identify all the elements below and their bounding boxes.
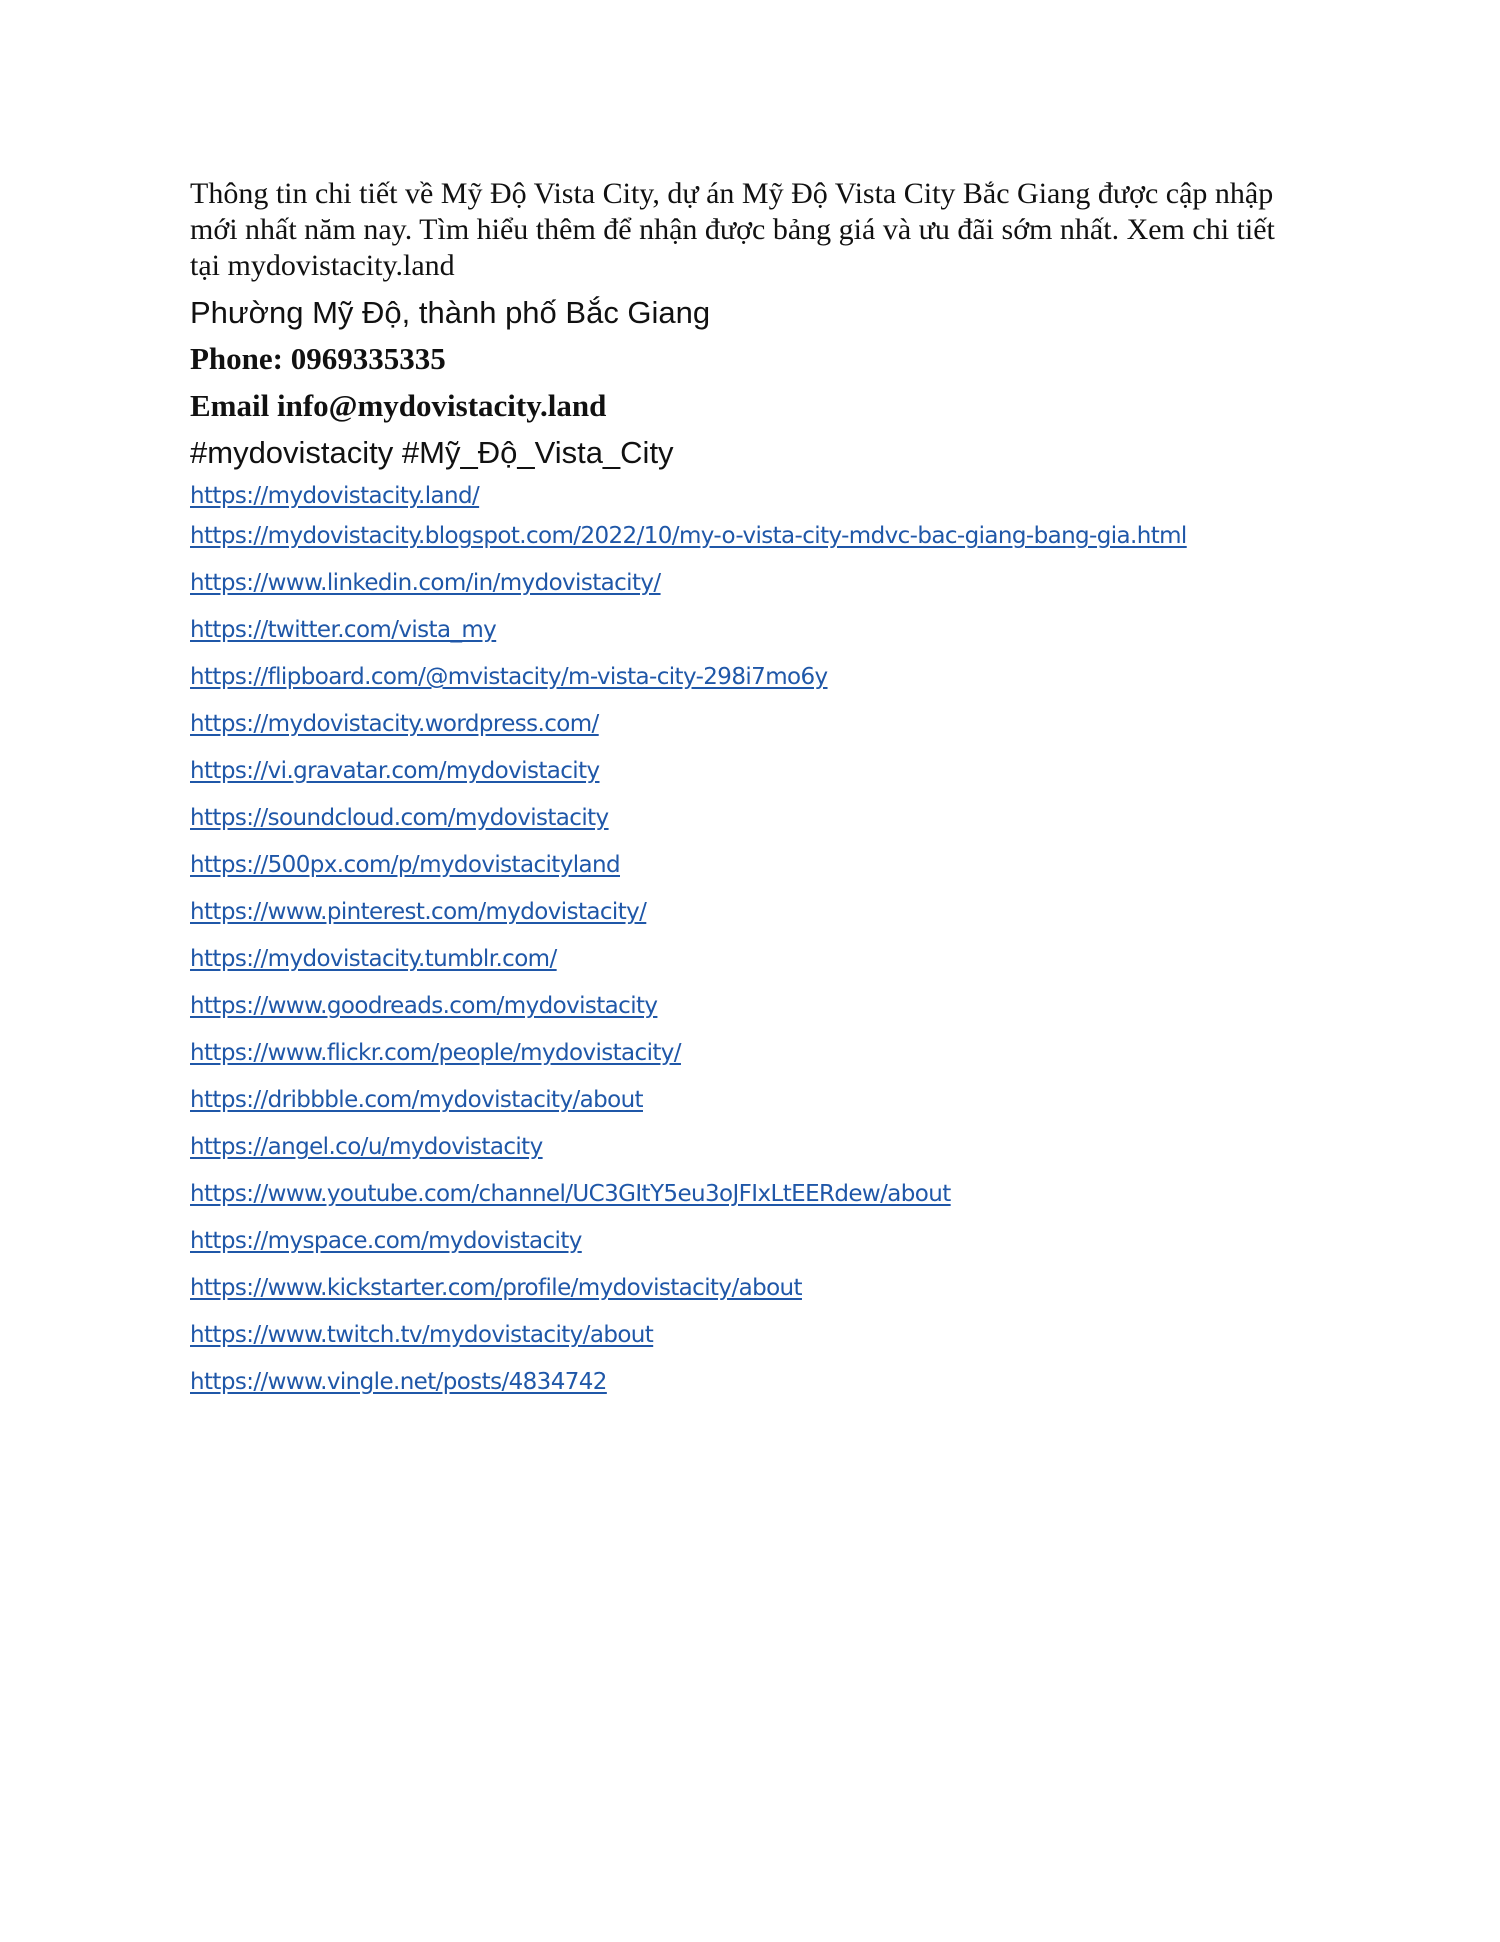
list-item bbox=[190, 1368, 1330, 1396]
list-item bbox=[190, 1039, 1330, 1067]
link-goodreads[interactable]: https://www.goodreads.com/mydovistacity bbox=[190, 993, 658, 1019]
email-line: Email info@mydovistacity.land bbox=[190, 388, 607, 423]
link-dribbble[interactable]: https://dribbble.com/mydovistacity/about bbox=[190, 1087, 643, 1113]
link-angel[interactable]: https://angel.co/u/mydovistacity bbox=[190, 1134, 543, 1160]
link-mydovistacity-land[interactable]: https://mydovistacity.land/ bbox=[190, 483, 480, 509]
list-item bbox=[190, 1227, 1330, 1255]
link-flipboard[interactable]: https://flipboard.com/@mvistacity/m-vista-city-298i7mo6y bbox=[190, 664, 828, 690]
list-item bbox=[190, 992, 1330, 1020]
list-item bbox=[190, 1274, 1330, 1302]
intro-paragraph: Thông tin chi tiết về Mỹ Độ Vista City, dự án Mỹ Độ Vista City Bắc Giang được cập nhập mới nhất năm nay. Tìm hiểu thêm để nhận được bảng giá và ưu đãi sớm nhất. Xem chi tiết tại mydovistacity.land bbox=[190, 177, 1275, 282]
address-line: Phường Mỹ Độ, thành phố Bắc Giang bbox=[190, 295, 711, 330]
link-wordpress[interactable]: https://mydovistacity.wordpress.com/ bbox=[190, 711, 599, 737]
link-pinterest[interactable]: https://www.pinterest.com/mydovistacity/ bbox=[190, 899, 647, 925]
link-linkedin[interactable]: https://www.linkedin.com/in/mydovistacity/ bbox=[190, 570, 661, 596]
list-item bbox=[190, 522, 1330, 550]
link-youtube[interactable]: https://www.youtube.com/channel/UC3GItY5eu3oJFIxLtEERdew/about bbox=[190, 1181, 951, 1207]
list-item bbox=[190, 757, 1330, 785]
link-tumblr[interactable]: https://mydovistacity.tumblr.com/ bbox=[190, 946, 557, 972]
phone-line: Phone: 0969335335 bbox=[190, 341, 446, 376]
list-item bbox=[190, 1321, 1330, 1349]
link-soundcloud[interactable]: https://soundcloud.com/mydovistacity bbox=[190, 805, 609, 831]
list-item bbox=[190, 945, 1330, 973]
hashtags-line: #mydovistacity #Mỹ_Độ_Vista_City bbox=[190, 435, 674, 470]
link-500px[interactable]: https://500px.com/p/mydovistacityland bbox=[190, 852, 620, 878]
link-list bbox=[190, 482, 1330, 1396]
list-item bbox=[190, 710, 1330, 738]
link-gravatar[interactable]: https://vi.gravatar.com/mydovistacity bbox=[190, 758, 600, 784]
list-item bbox=[190, 569, 1330, 597]
link-twitch[interactable]: https://www.twitch.tv/mydovistacity/about bbox=[190, 1322, 654, 1348]
list-item bbox=[190, 1086, 1330, 1114]
list-item bbox=[190, 804, 1330, 832]
link-kickstarter[interactable]: https://www.kickstarter.com/profile/mydovistacity/about bbox=[190, 1275, 802, 1301]
document-page bbox=[190, 176, 1330, 1396]
link-twitter[interactable]: https://twitter.com/vista_my bbox=[190, 617, 497, 643]
link-myspace[interactable]: https://myspace.com/mydovistacity bbox=[190, 1228, 582, 1254]
link-vingle[interactable]: https://www.vingle.net/posts/4834742 bbox=[190, 1369, 607, 1395]
list-item bbox=[190, 1180, 1330, 1208]
list-item bbox=[190, 1133, 1330, 1161]
list-item bbox=[190, 663, 1330, 691]
list-item bbox=[190, 898, 1330, 926]
link-blogspot[interactable]: https://mydovistacity.blogspot.com/2022/10/my-o-vista-city-mdvc-bac-giang-bang-gia.html bbox=[190, 523, 1187, 549]
list-item bbox=[190, 616, 1330, 644]
list-item bbox=[190, 851, 1330, 879]
list-item bbox=[190, 482, 1330, 510]
link-flickr[interactable]: https://www.flickr.com/people/mydovistacity/ bbox=[190, 1040, 681, 1066]
